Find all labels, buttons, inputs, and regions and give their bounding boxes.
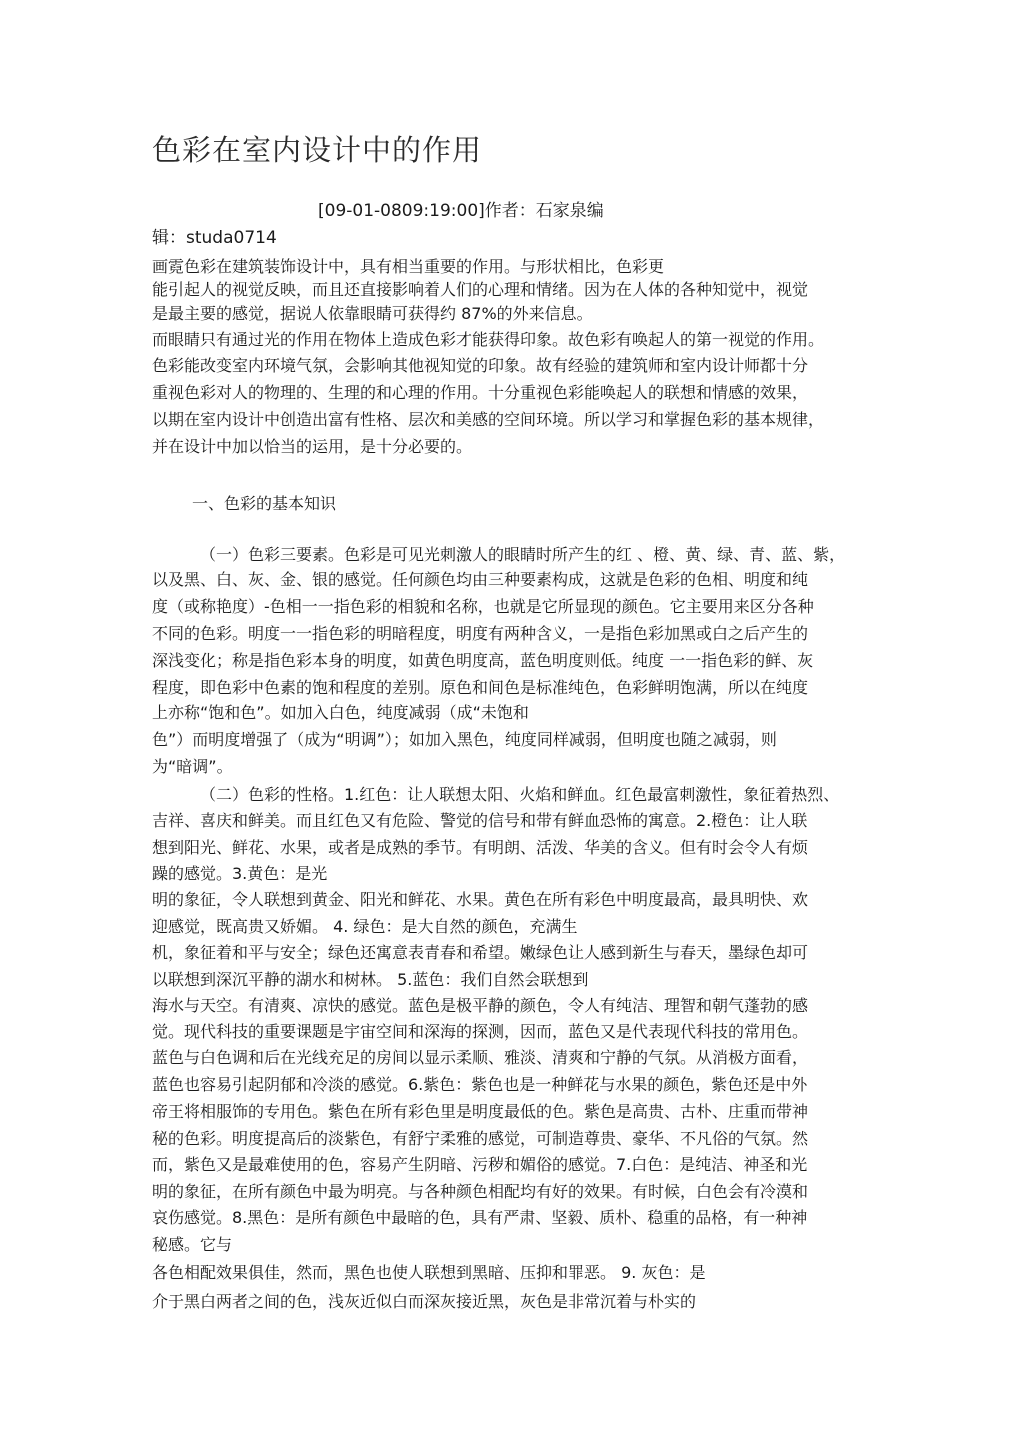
paragraph-line: 为“暗调”。 [152,757,233,776]
paragraph-line: 深浅变化；称是指色彩本身的明度，如黄色明度高，蓝色明度则低。纯度 一一指色彩的鲜、灰 [152,651,814,670]
paragraph-line: 帝王将相服饰的专用色。紫色在所有彩色里是明度最低的色。紫色是高贵、古朴、庄重而带神 [152,1102,809,1121]
paragraph-line: （二）色彩的性格。1.红色：让人联想太阳、火焰和鲜血。红色最富刺激性，象征着热烈、 [200,785,840,804]
intro-line: 重视色彩对人的物理的、生理的和心理的作用。十分重视色彩能唤起人的联想和情感的效果， [152,383,809,402]
paragraph-line: 以联想到深沉平静的湖水和树林。 5.蓝色：我们自然会联想到 [152,970,589,989]
section-heading: 一、色彩的基本知识 [192,494,337,513]
intro-line: 而眼睛只有通过光的作用在物体上造成色彩才能获得印象。故色彩有唤起人的第一视觉的作用。 [152,330,825,349]
paragraph-line: 海水与天空。有清爽、凉快的感觉。蓝色是极平静的颜色，令人有纯洁、理智和朝气蓬勃的感 [152,996,809,1015]
intro-line: 能引起人的视觉反映，而且还直接影响着人们的心理和情绪。因为在人体的各种知觉中，视觉 [152,280,809,299]
paragraph-line: 而，紫色又是最难使用的色，容易产生阴暗、污秽和媚俗的感觉。7.白色：是纯洁、神圣和光 [152,1155,808,1174]
paragraph-line: 机，象征着和平与安全；绿色还寓意表青春和希望。嫩绿色让人感到新生与春天，墨绿色却可 [152,943,809,962]
paragraph-line: 秘感。它与 [152,1235,233,1254]
paragraph-line: 不同的色彩。明度一一指色彩的明暗程度，明度有两种含义，一是指色彩加黑或白之后产生的 [152,624,809,643]
paragraph-line: 蓝色与白色调和后在光线充足的房间以显示柔顺、雅淡、清爽和宁静的气氛。从消极方面看， [152,1048,809,1067]
paragraph-line: 介于黑白两者之间的色，浅灰近似白而深灰接近黑，灰色是非常沉着与朴实的 [152,1292,697,1311]
paragraph-line: 想到阳光、鲜花、水果，或者是成熟的季节。有明朗、活泼、华美的含义。但有时会令人有烦 [152,838,809,857]
paragraph-line: 色”）而明度增强了（成为“明调”）；如加入黑色，纯度同样减弱，但明度也随之减弱，则 [152,730,777,749]
paragraph-line: 觉。现代科技的重要课题是宇宙空间和深海的探测，因而，蓝色又是代表现代科技的常用色。 [152,1022,809,1041]
paragraph-line: 哀伤感觉。8.黑色：是所有颜色中最暗的色，具有严肃、坚毅、质朴、稳重的品格，有一种神 [152,1208,808,1227]
intro-line: 是最主要的感觉，据说人依靠眼睛可获得约 87%的外来信息。 [152,304,593,323]
paragraph-line: 迎感觉，既高贵又娇媚。 4. 绿色：是大自然的颜色，充满生 [152,917,578,936]
paragraph-line: 吉祥、喜庆和鲜美。而且红色又有危险、警觉的信号和带有鲜血恐怖的寓意。2.橙色：让人联 [152,811,808,830]
intro-line: 色彩能改变室内环境气氛，会影响其他视知觉的印象。故有经验的建筑师和室内设计师都十分 [152,356,809,375]
paragraph-line: 蓝色也容易引起阴郁和冷淡的感觉。6.紫色：紫色也是一种鲜花与水果的颜色，紫色还是中外 [152,1075,808,1094]
paragraph-line: （一）色彩三要素。色彩是可见光刺激人的眼睛时所产生的红 、橙、黄、绿、青、蓝、紫， [200,545,846,564]
paragraph-line: 度（或称艳度）-色相一一指色彩的相貌和名称，也就是它所显现的颜色。它主要用来区分各种 [152,597,814,616]
meta-line: [09-01-0809:19:00]作者：石家泉编 [318,201,604,221]
paragraph-line: 上亦称“饱和色”。如加入白色，纯度减弱（成“未饱和 [152,703,529,722]
paragraph-line: 以及黑、白、灰、金、银的感觉。任何颜色均由三种要素构成，这就是色彩的色相、明度和纯 [152,570,809,589]
intro-line: 以期在室内设计中创造出富有性格、层次和美感的空间环境。所以学习和掌握色彩的基本规律， [152,410,825,429]
page-title: 色彩在室内设计中的作用 [152,133,483,167]
paragraph-line: 秘的色彩。明度提高后的淡紫色，有舒宁柔雅的感觉，可制造尊贵、豪华、不凡俗的气氛。然 [152,1129,809,1148]
paragraph-line: 程度，即色彩中色素的饱和程度的差别。原色和间色是标准纯色，色彩鲜明饱满，所以在纯度 [152,678,809,697]
paragraph-line: 明的象征，令人联想到黄金、阳光和鲜花、水果。黄色在所有彩色中明度最高，最具明快、欢 [152,890,809,909]
paragraph-line: 躁的感觉。3.黄色：是光 [152,864,328,883]
intro-line: 画霓色彩在建筑装饰设计中，具有相当重要的作用。与形状相比，色彩更 [152,257,665,276]
intro-line: 并在设计中加以恰当的运用，是十分必要的。 [152,437,473,456]
meta-line-2: 辑：studa0714 [152,228,277,248]
paragraph-line: 各色相配效果俱佳，然而，黑色也使人联想到黑暗、压抑和罪恶。 9. 灰色：是 [152,1263,706,1282]
paragraph-line: 明的象征，在所有颜色中最为明亮。与各种颜色相配均有好的效果。有时候，白色会有冷漠和 [152,1182,809,1201]
